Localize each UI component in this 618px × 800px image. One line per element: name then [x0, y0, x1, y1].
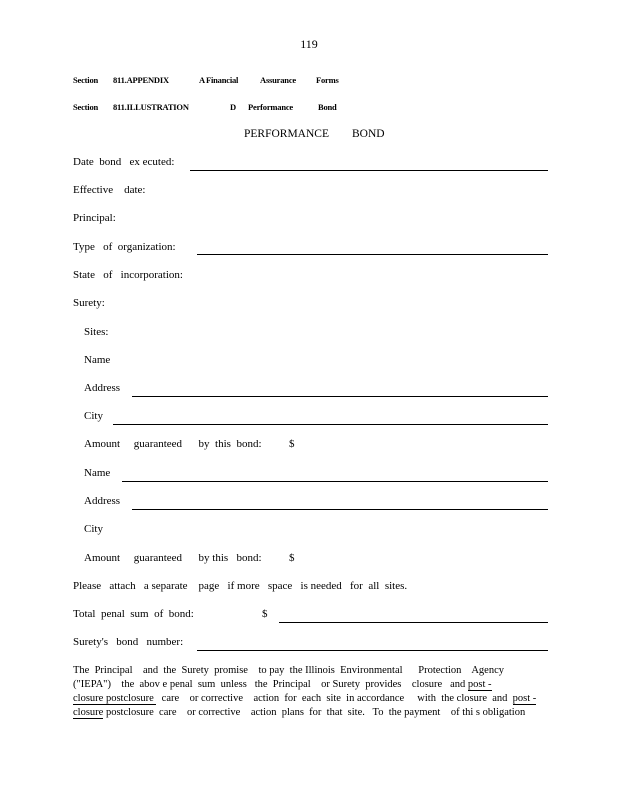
header-section-label: Section: [73, 102, 99, 112]
total-penal-sum-label: Total penal sum of bond:: [73, 608, 194, 620]
site2-name-label: Name: [84, 467, 111, 479]
header-word-financial: Financial: [206, 75, 239, 85]
type-organization-line[interactable]: [197, 254, 548, 255]
header-word-assurance: Assurance: [260, 75, 296, 85]
header-section-number: 811.APPENDIX: [113, 75, 169, 85]
header-word-performance: Performance: [248, 102, 293, 112]
header-word-bond: Bond: [318, 102, 337, 112]
paragraph-line-2: ("IEPA") the abov e penal sum unless the Principal or Surety provides closure and post -: [73, 679, 492, 690]
document-title: PERFORMANCE BOND: [244, 128, 385, 140]
surety-label: Surety:: [73, 297, 105, 309]
total-penal-dollar-sign: $: [262, 608, 268, 620]
state-incorporation-label: State of incorporation:: [73, 269, 183, 281]
sites-label: Sites:: [84, 326, 109, 338]
attach-note: Please attach a separate page if more space is needed for all sites.: [73, 580, 408, 592]
header-appendix-letter: A: [199, 75, 205, 85]
type-organization-label: Type of organization:: [73, 241, 176, 253]
effective-date-label: Effective date:: [73, 184, 146, 196]
underlined-insert: closure postclosure: [73, 693, 157, 704]
underlined-insert: post -: [512, 693, 537, 704]
page-number: 119: [300, 37, 318, 51]
header-illustration-letter: D: [230, 102, 236, 112]
surety-bond-number-label: Surety's bond number:: [73, 636, 184, 648]
site1-address-label: Address: [84, 382, 121, 394]
underlined-insert: closure: [73, 707, 104, 718]
site1-city-line[interactable]: [113, 424, 548, 425]
surety-bond-number-line[interactable]: [197, 650, 548, 651]
header-word-forms: Forms: [316, 75, 339, 85]
site2-city-label: City: [84, 523, 103, 535]
site1-name-label: Name: [84, 354, 111, 366]
site2-amount-label: Amount guaranteed by this bond: $: [84, 552, 295, 564]
date-executed-line[interactable]: [190, 170, 548, 171]
site2-address-label: Address: [84, 495, 121, 507]
site1-amount-label: Amount guaranteed by this bond: $: [84, 438, 295, 450]
site2-name-line[interactable]: [122, 481, 548, 482]
paragraph-line-1: The Principal and the Surety promise to pay the Illinois Environmental Protection Agency: [73, 665, 505, 676]
header-section-number: 811.ILLUSTRATION: [113, 102, 189, 112]
site2-address-line[interactable]: [132, 509, 548, 510]
total-penal-sum-line[interactable]: [279, 622, 548, 623]
site1-address-line[interactable]: [132, 396, 548, 397]
paragraph-line-3: closure postclosure care or corrective action for each site in accordance with the closure and post -: [73, 693, 537, 704]
obligation-paragraph: [73, 664, 548, 720]
site1-city-label: City: [84, 410, 103, 422]
header-section-label: Section: [73, 75, 99, 85]
paragraph-line-4: closure postclosure care or corrective action plans for that site. To the payment of thi s obligation: [73, 707, 526, 718]
underlined-insert: post -: [467, 679, 492, 690]
date-executed-label: Date bond ex ecuted:: [73, 156, 175, 168]
principal-label: Principal:: [73, 212, 116, 224]
